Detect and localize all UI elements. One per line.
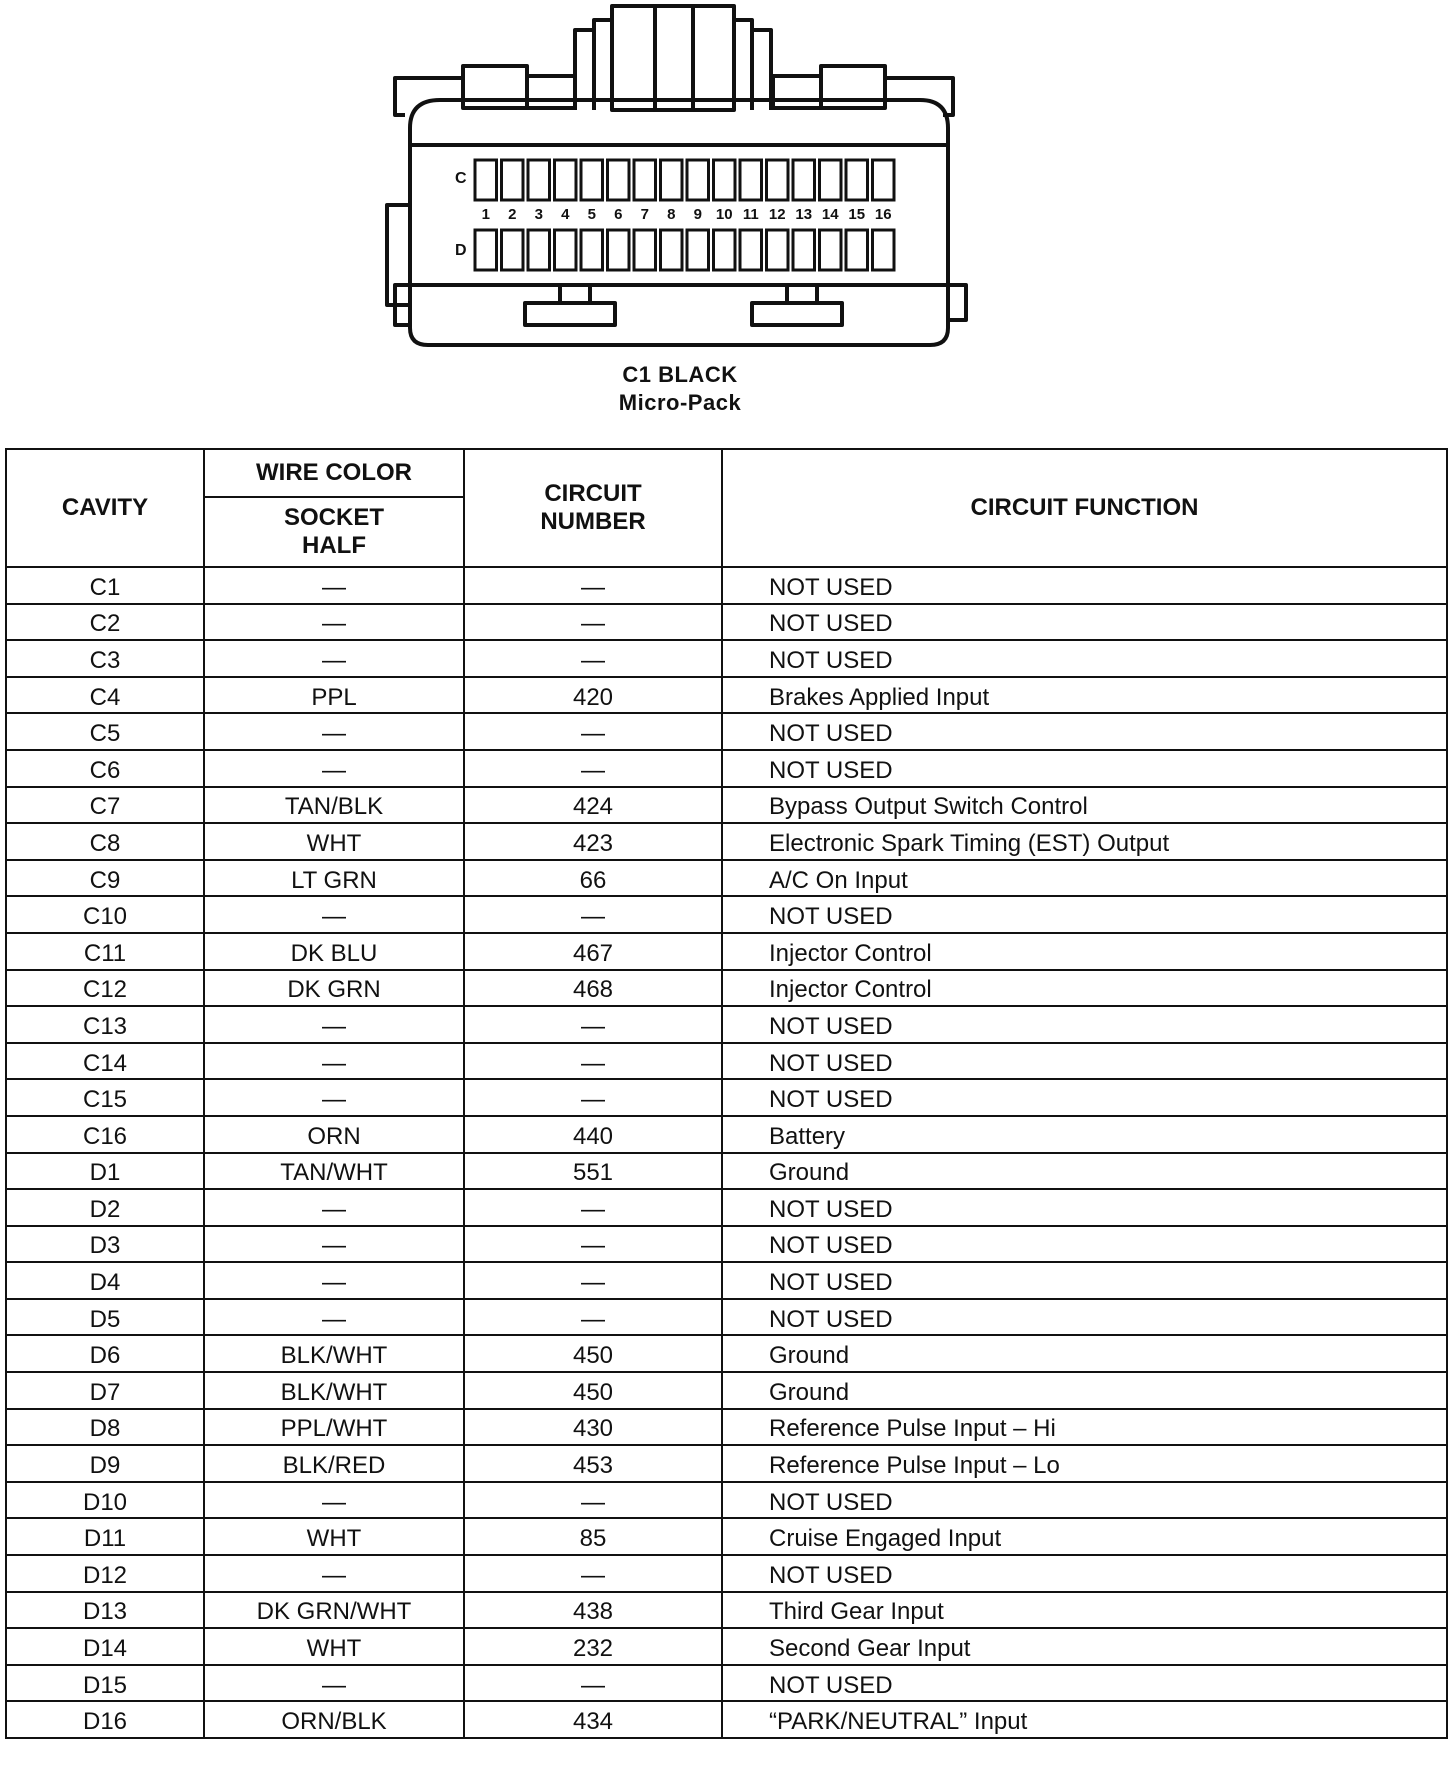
circuit-number-cell: 85 — [464, 1518, 722, 1555]
pin-number: 8 — [667, 206, 676, 223]
circuit-number-cell: 440 — [464, 1116, 722, 1153]
wire-color-cell: DK BLU — [204, 933, 464, 970]
table-row — [6, 1226, 1447, 1263]
cavity-c-16 — [873, 160, 895, 200]
circuit-function-cell: Cruise Engaged Input — [722, 1518, 1447, 1555]
cavity-c-9 — [687, 160, 709, 200]
wire-color-cell: TAN/BLK — [204, 787, 464, 824]
circuit-function-cell: NOT USED — [722, 1006, 1447, 1043]
pin-number: 2 — [508, 206, 517, 223]
cavity-c-14 — [820, 160, 842, 200]
cavity-cell: C3 — [6, 640, 204, 677]
header-socket-half: SOCKET HALF — [204, 497, 464, 567]
cavity-d-2 — [502, 230, 524, 270]
cavity-cell: D9 — [6, 1445, 204, 1482]
circuit-number-cell: — — [464, 1482, 722, 1519]
circuit-number-cell: — — [464, 1665, 722, 1702]
cavity-cell: D15 — [6, 1665, 204, 1702]
table-row — [6, 604, 1447, 641]
cavity-d-4 — [555, 230, 577, 270]
table-row — [6, 1043, 1447, 1080]
table-row — [6, 1445, 1447, 1482]
circuit-number-cell: 468 — [464, 970, 722, 1007]
circuit-function-cell: NOT USED — [722, 1079, 1447, 1116]
table-row — [6, 1701, 1447, 1738]
cavity-d-5 — [581, 230, 603, 270]
cavity-d-7 — [634, 230, 656, 270]
cavity-cell: C2 — [6, 604, 204, 641]
circuit-number-cell: — — [464, 1189, 722, 1226]
wire-color-cell: DK GRN/WHT — [204, 1592, 464, 1629]
circuit-number-cell: 420 — [464, 677, 722, 714]
wire-color-cell: BLK/WHT — [204, 1372, 464, 1409]
cavity-c-11 — [740, 160, 762, 200]
table-row — [6, 1006, 1447, 1043]
table-row — [6, 1592, 1447, 1629]
wire-color-cell: — — [204, 896, 464, 933]
circuit-function-cell: NOT USED — [722, 640, 1447, 677]
connector-caption-subtitle: Micro-Pack — [618, 390, 742, 415]
pin-number: 15 — [848, 206, 866, 223]
circuit-number-cell: 438 — [464, 1592, 722, 1629]
circuit-number-cell: 453 — [464, 1445, 722, 1482]
cavity-cell: C16 — [6, 1116, 204, 1153]
circuit-function-cell: NOT USED — [722, 1043, 1447, 1080]
cavity-d-6 — [608, 230, 630, 270]
circuit-number-cell: — — [464, 1079, 722, 1116]
connector-body — [410, 100, 948, 345]
pin-number: 6 — [614, 206, 623, 223]
table-row — [6, 1372, 1447, 1409]
wire-color-cell: ORN — [204, 1116, 464, 1153]
circuit-function-cell: Bypass Output Switch Control — [722, 787, 1447, 824]
cavity-cell: D13 — [6, 1592, 204, 1629]
circuit-number-cell: — — [464, 567, 722, 604]
circuit-function-cell: “PARK/NEUTRAL” Input — [722, 1701, 1447, 1738]
wire-color-cell: PPL/WHT — [204, 1409, 464, 1446]
cavity-cell: C11 — [6, 933, 204, 970]
wire-color-cell: — — [204, 1665, 464, 1702]
table-row — [6, 1628, 1447, 1665]
header-cavity: CAVITY — [6, 449, 204, 567]
connector-caption-title: C1 BLACK — [622, 362, 738, 387]
circuit-number-cell: 66 — [464, 860, 722, 897]
cavity-d-1 — [475, 230, 497, 270]
header-circuit-function: CIRCUIT FUNCTION — [722, 449, 1447, 567]
wire-color-cell: ORN/BLK — [204, 1701, 464, 1738]
pin-number: 9 — [693, 206, 702, 223]
circuit-function-cell: Brakes Applied Input — [722, 677, 1447, 714]
cavity-cell: D6 — [6, 1335, 204, 1372]
cavity-d-3 — [528, 230, 550, 270]
cavity-cell: D16 — [6, 1701, 204, 1738]
cavity-cell: C1 — [6, 567, 204, 604]
cavity-c-6 — [608, 160, 630, 200]
circuit-number-cell: — — [464, 750, 722, 787]
pin-number: 16 — [874, 206, 892, 223]
cavity-d-12 — [767, 230, 789, 270]
table-row — [6, 933, 1447, 970]
wire-color-cell: — — [204, 1189, 464, 1226]
circuit-number-cell: 450 — [464, 1372, 722, 1409]
circuit-function-cell: NOT USED — [722, 1555, 1447, 1592]
pin-number-labels — [482, 206, 892, 223]
circuit-function-cell: Third Gear Input — [722, 1592, 1447, 1629]
circuit-number-cell: — — [464, 1043, 722, 1080]
circuit-number-cell: — — [464, 604, 722, 641]
cavity-c-12 — [767, 160, 789, 200]
pin-number: 3 — [534, 206, 543, 223]
wire-color-cell: BLK/WHT — [204, 1335, 464, 1372]
cavity-cell: C9 — [6, 860, 204, 897]
circuit-function-cell: Reference Pulse Input – Lo — [722, 1445, 1447, 1482]
cavity-cell: C4 — [6, 677, 204, 714]
circuit-number-cell: — — [464, 1299, 722, 1336]
table-row — [6, 713, 1447, 750]
top-latch-center — [655, 6, 693, 110]
cavity-c-8 — [661, 160, 683, 200]
wire-color-cell: — — [204, 1262, 464, 1299]
circuit-number-cell: 434 — [464, 1701, 722, 1738]
wire-color-cell: — — [204, 640, 464, 677]
row-c-label: C — [455, 170, 467, 187]
table-row — [6, 860, 1447, 897]
wire-color-cell: — — [204, 1226, 464, 1263]
cavity-cell: C7 — [6, 787, 204, 824]
circuit-function-cell: NOT USED — [722, 1189, 1447, 1226]
connector-diagram — [0, 0, 1456, 380]
circuit-function-cell: NOT USED — [722, 604, 1447, 641]
circuit-function-cell: NOT USED — [722, 567, 1447, 604]
table-row — [6, 1189, 1447, 1226]
circuit-function-cell: NOT USED — [722, 1226, 1447, 1263]
table-row — [6, 970, 1447, 1007]
table-row — [6, 640, 1447, 677]
circuit-number-cell: 232 — [464, 1628, 722, 1665]
cavity-d-14 — [820, 230, 842, 270]
cavity-d-9 — [687, 230, 709, 270]
circuit-function-cell: NOT USED — [722, 750, 1447, 787]
wire-color-cell: — — [204, 713, 464, 750]
table-row — [6, 1079, 1447, 1116]
pin-number: 10 — [715, 206, 733, 223]
table-row — [6, 1335, 1447, 1372]
cavity-c-5 — [581, 160, 603, 200]
circuit-number-cell: — — [464, 896, 722, 933]
table-row — [6, 677, 1447, 714]
top-latch — [612, 6, 734, 110]
cavity-cell: D4 — [6, 1262, 204, 1299]
table-row — [6, 1482, 1447, 1519]
cavity-cell: D14 — [6, 1628, 204, 1665]
cavity-cell: C14 — [6, 1043, 204, 1080]
circuit-function-cell: Battery — [722, 1116, 1447, 1153]
table-row — [6, 896, 1447, 933]
table-row — [6, 1262, 1447, 1299]
table-row — [6, 1116, 1447, 1153]
circuit-number-cell: — — [464, 713, 722, 750]
wire-color-cell: WHT — [204, 823, 464, 860]
cavity-c-15 — [846, 160, 868, 200]
wire-color-cell: — — [204, 1006, 464, 1043]
cavity-c-1 — [475, 160, 497, 200]
cavity-d-11 — [740, 230, 762, 270]
pin-number: 14 — [821, 206, 839, 223]
circuit-function-cell: Reference Pulse Input – Hi — [722, 1409, 1447, 1446]
cavity-c-2 — [502, 160, 524, 200]
circuit-function-cell: Injector Control — [722, 933, 1447, 970]
table-row — [6, 787, 1447, 824]
circuit-function-cell: A/C On Input — [722, 860, 1447, 897]
circuit-number-cell: — — [464, 1006, 722, 1043]
cavity-cell: D3 — [6, 1226, 204, 1263]
header-wire-color: WIRE COLOR — [204, 449, 464, 497]
pin-number: 7 — [640, 206, 649, 223]
circuit-function-cell: NOT USED — [722, 1665, 1447, 1702]
cavity-c-3 — [528, 160, 550, 200]
pin-number: 11 — [742, 206, 759, 223]
wire-color-cell: — — [204, 750, 464, 787]
circuit-number-cell: 467 — [464, 933, 722, 970]
table-row — [6, 1665, 1447, 1702]
pin-number: 5 — [587, 206, 596, 223]
circuit-function-cell: Electronic Spark Timing (EST) Output — [722, 823, 1447, 860]
wire-color-cell: — — [204, 567, 464, 604]
wire-color-cell: — — [204, 604, 464, 641]
cavity-cell: C8 — [6, 823, 204, 860]
wire-color-cell: — — [204, 1299, 464, 1336]
cavity-cell: D7 — [6, 1372, 204, 1409]
cavity-cell: C13 — [6, 1006, 204, 1043]
cavity-c-13 — [793, 160, 815, 200]
cavity-cell: C15 — [6, 1079, 204, 1116]
circuit-number-cell: 450 — [464, 1335, 722, 1372]
circuit-function-cell: NOT USED — [722, 1262, 1447, 1299]
circuit-number-cell: — — [464, 1262, 722, 1299]
cavity-d-15 — [846, 230, 868, 270]
wire-color-cell: WHT — [204, 1518, 464, 1555]
circuit-function-cell: Ground — [722, 1372, 1447, 1409]
wire-color-cell: WHT — [204, 1628, 464, 1665]
cavity-c-7 — [634, 160, 656, 200]
circuit-function-cell: NOT USED — [722, 713, 1447, 750]
table-row — [6, 1555, 1447, 1592]
cavity-cell: D2 — [6, 1189, 204, 1226]
circuit-number-cell: — — [464, 1555, 722, 1592]
table-row — [6, 1409, 1447, 1446]
circuit-number-cell: 430 — [464, 1409, 722, 1446]
circuit-function-cell: NOT USED — [722, 1482, 1447, 1519]
cavity-cell: D10 — [6, 1482, 204, 1519]
table-row — [6, 567, 1447, 604]
cavity-cell: D5 — [6, 1299, 204, 1336]
pinout-rows — [6, 567, 1447, 1738]
wire-color-cell: TAN/WHT — [204, 1153, 464, 1190]
table-row — [6, 1299, 1447, 1336]
table-row — [6, 1153, 1447, 1190]
wire-color-cell: — — [204, 1043, 464, 1080]
cavity-cell: D12 — [6, 1555, 204, 1592]
cavity-d-10 — [714, 230, 736, 270]
wire-color-cell: BLK/RED — [204, 1445, 464, 1482]
pin-number: 4 — [561, 206, 570, 223]
wire-color-cell: — — [204, 1482, 464, 1519]
cavity-d-13 — [793, 230, 815, 270]
cavity-cell: D11 — [6, 1518, 204, 1555]
wire-color-cell: LT GRN — [204, 860, 464, 897]
cavity-d-16 — [873, 230, 895, 270]
wire-color-cell: — — [204, 1555, 464, 1592]
row-d-label: D — [455, 242, 467, 259]
pinout-table — [5, 448, 1448, 1739]
circuit-function-cell: Ground — [722, 1335, 1447, 1372]
circuit-function-cell: Ground — [722, 1153, 1447, 1190]
cavity-d-8 — [661, 230, 683, 270]
circuit-number-cell: — — [464, 1226, 722, 1263]
header-circuit-number: CIRCUIT NUMBER — [464, 449, 722, 567]
circuit-number-cell: 551 — [464, 1153, 722, 1190]
table-row — [6, 1518, 1447, 1555]
cavity-cell: D1 — [6, 1153, 204, 1190]
wire-color-cell: PPL — [204, 677, 464, 714]
circuit-function-cell: Second Gear Input — [722, 1628, 1447, 1665]
circuit-number-cell: 424 — [464, 787, 722, 824]
circuit-function-cell: NOT USED — [722, 896, 1447, 933]
pin-row-d — [475, 230, 894, 270]
pin-row-c — [475, 160, 894, 200]
cavity-c-4 — [555, 160, 577, 200]
wire-color-cell: DK GRN — [204, 970, 464, 1007]
cavity-cell: D8 — [6, 1409, 204, 1446]
table-row — [6, 750, 1447, 787]
pin-number: 13 — [795, 206, 813, 223]
pin-number: 12 — [768, 206, 786, 223]
circuit-function-cell: NOT USED — [722, 1299, 1447, 1336]
circuit-number-cell: — — [464, 640, 722, 677]
cavity-cell: C5 — [6, 713, 204, 750]
wire-color-cell: — — [204, 1079, 464, 1116]
circuit-number-cell: 423 — [464, 823, 722, 860]
circuit-function-cell: Injector Control — [722, 970, 1447, 1007]
table-row — [6, 823, 1447, 860]
cavity-cell: C6 — [6, 750, 204, 787]
cavity-cell: C10 — [6, 896, 204, 933]
cavity-cell: C12 — [6, 970, 204, 1007]
cavity-c-10 — [714, 160, 736, 200]
pin-number: 1 — [481, 206, 490, 223]
